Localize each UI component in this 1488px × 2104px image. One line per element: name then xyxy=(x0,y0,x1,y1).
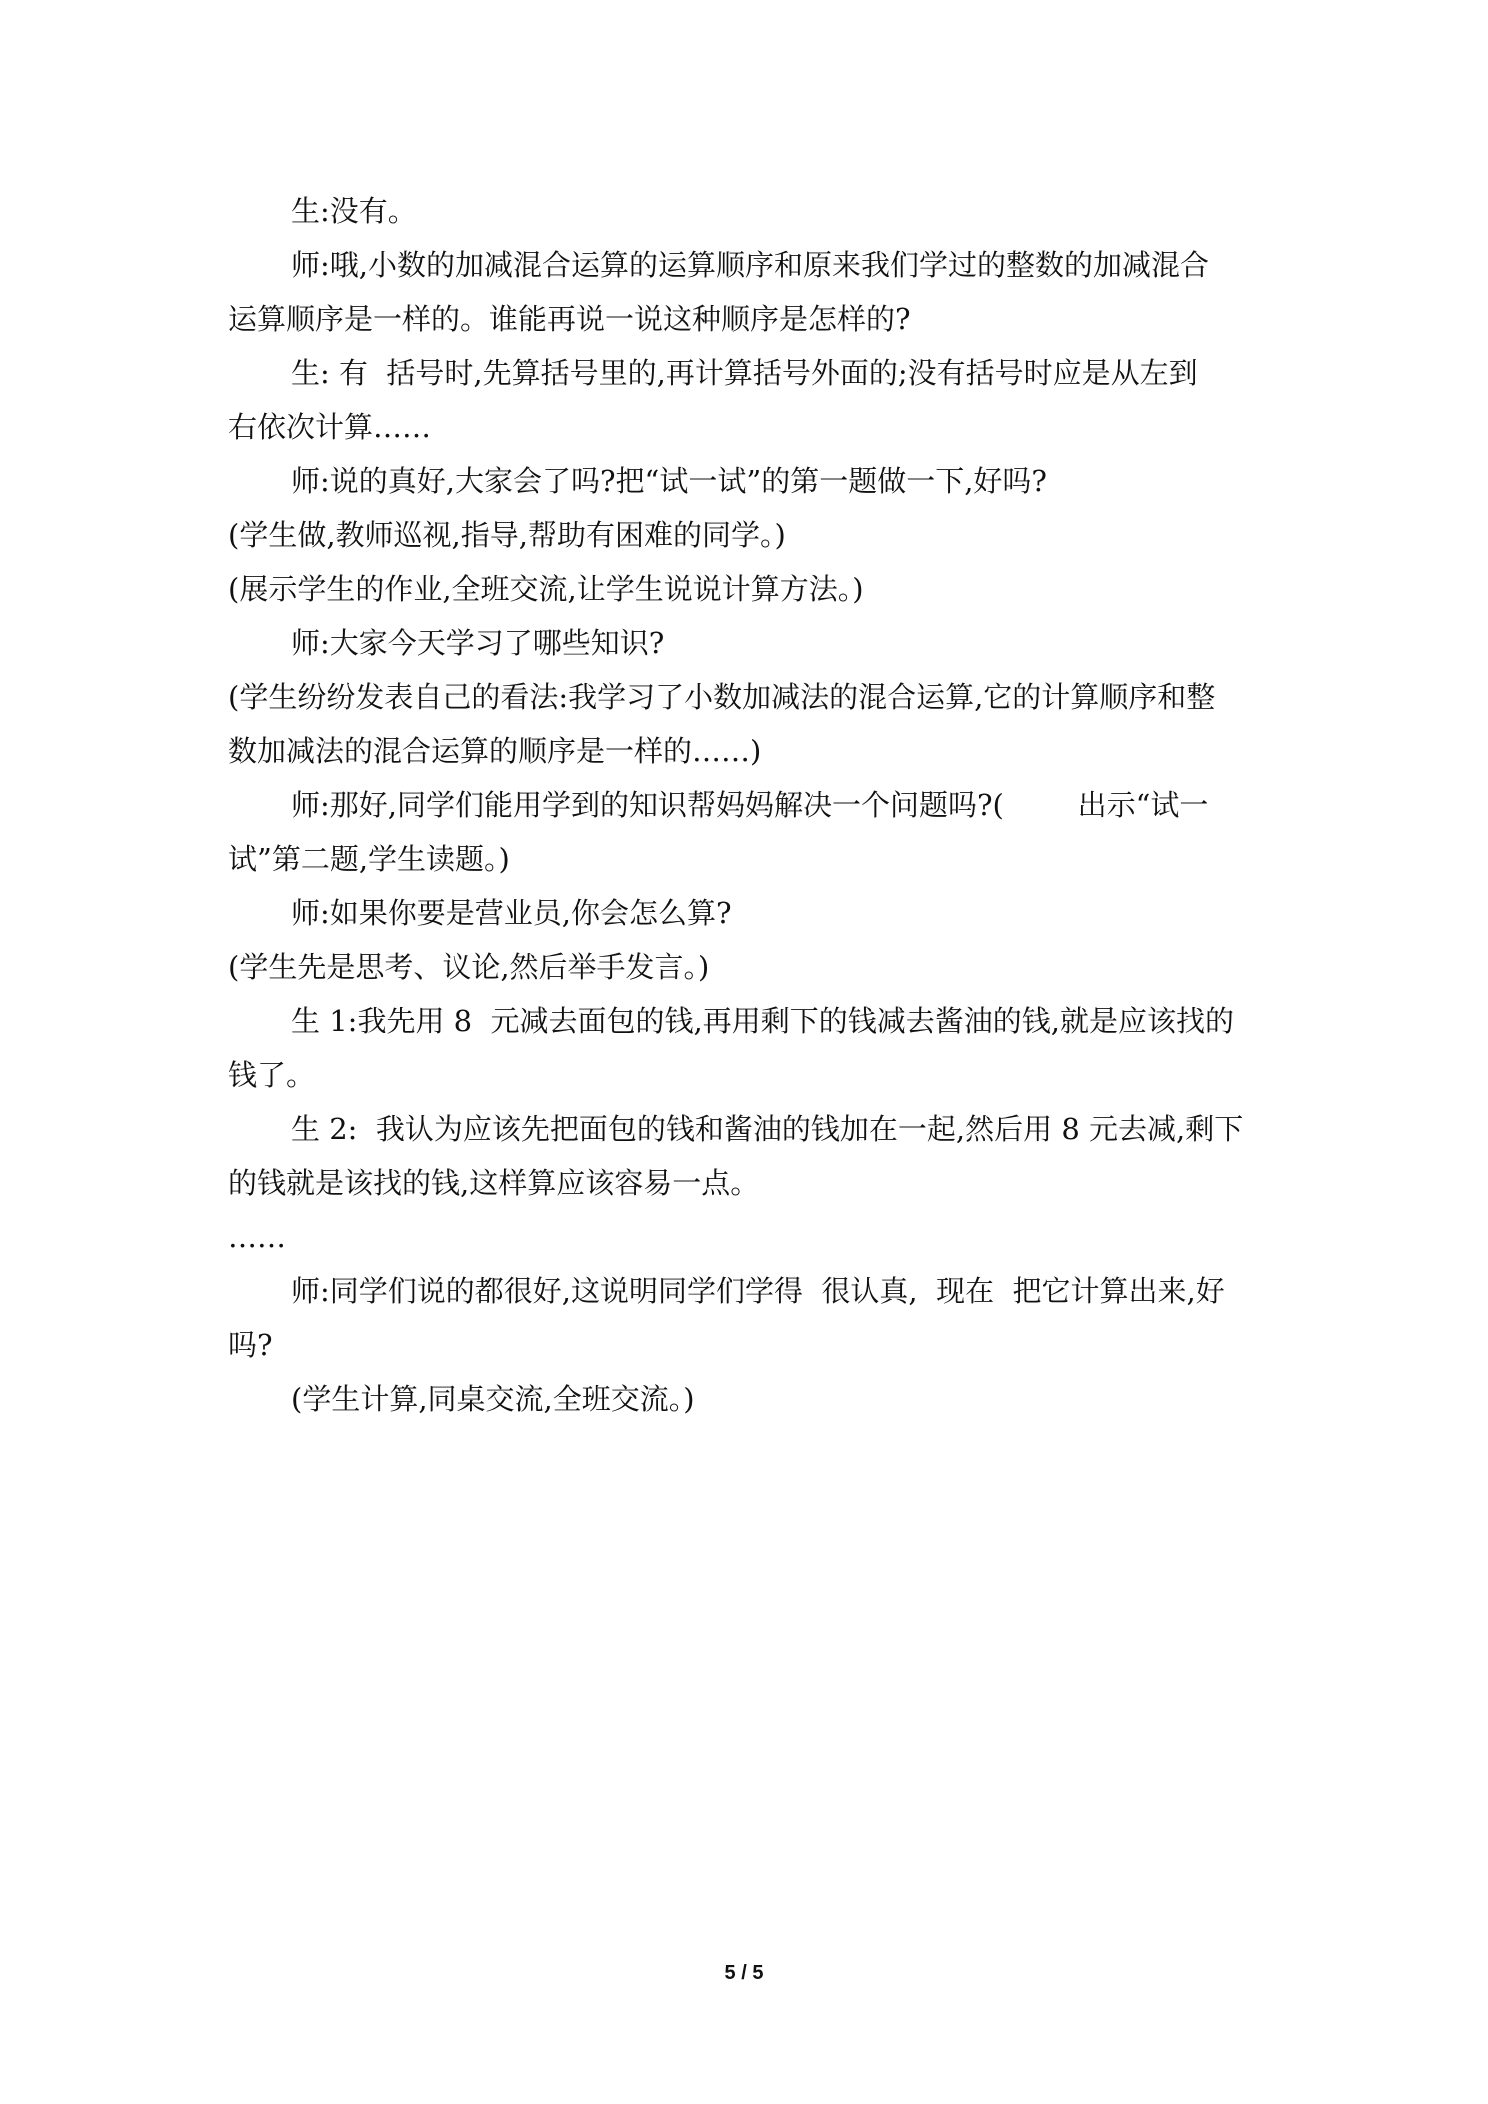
text-line-8: (展示学生的作业,全班交流,让学生说说计算方法。) xyxy=(228,572,864,606)
text-line-6: 师:说的真好,大家会了吗?把“试一试”的第一题做一下,好吗? xyxy=(291,464,1047,498)
text-line-16: 生 1:我先用 8 元减去面包的钱,再用剩下的钱减去酱油的钱,就是应该找的 xyxy=(291,1004,1234,1038)
text-line-18: 生 2: 我认为应该先把面包的钱和酱油的钱加在一起,然后用 8 元去减,剩下 xyxy=(291,1112,1244,1146)
document-body xyxy=(228,184,1258,1426)
page-number: 5 / 5 xyxy=(724,1962,764,1984)
text-line-5: 右依次计算…… xyxy=(228,410,432,444)
text-line-14: 师:如果你要是营业员,你会怎么算? xyxy=(291,896,732,930)
text-line-20: …… xyxy=(228,1220,286,1254)
text-line-22: 吗? xyxy=(228,1328,273,1362)
text-line-13: 试”第二题,学生读题。) xyxy=(228,842,510,876)
text-line-19: 的钱就是该找的钱,这样算应该容易一点。 xyxy=(228,1166,760,1200)
text-line-1: 生:没有。 xyxy=(291,194,417,228)
text-line-21: 师:同学们说的都很好,这说明同学们学得 很认真, 现在 把它计算出来,好 xyxy=(291,1274,1225,1308)
text-line-3: 运算顺序是一样的。谁能再说一说这种顺序是怎样的? xyxy=(228,302,911,336)
text-line-23: (学生计算,同桌交流,全班交流。) xyxy=(291,1382,695,1416)
text-line-12: 师:那好,同学们能用学到的知识帮妈妈解决一个问题吗?( 出示“试一 xyxy=(291,788,1209,822)
text-line-9: 师:大家今天学习了哪些知识? xyxy=(291,626,665,660)
text-line-4: 生: 有 括号时,先算括号里的,再计算括号外面的;没有括号时应是从左到 xyxy=(291,356,1198,390)
text-line-11: 数加减法的混合运算的顺序是一样的……) xyxy=(228,734,762,768)
text-line-10: (学生纷纷发表自己的看法:我学习了小数加减法的混合运算,它的计算顺序和整 xyxy=(228,680,1216,714)
text-line-17: 钱了。 xyxy=(228,1058,316,1092)
text-line-7: (学生做,教师巡视,指导,帮助有困难的同学。) xyxy=(228,518,786,552)
text-line-15: (学生先是思考、议论,然后举手发言。) xyxy=(228,950,710,984)
text-line-2: 师:哦,小数的加减混合运算的运算顺序和原来我们学过的整数的加减混合 xyxy=(291,248,1209,282)
